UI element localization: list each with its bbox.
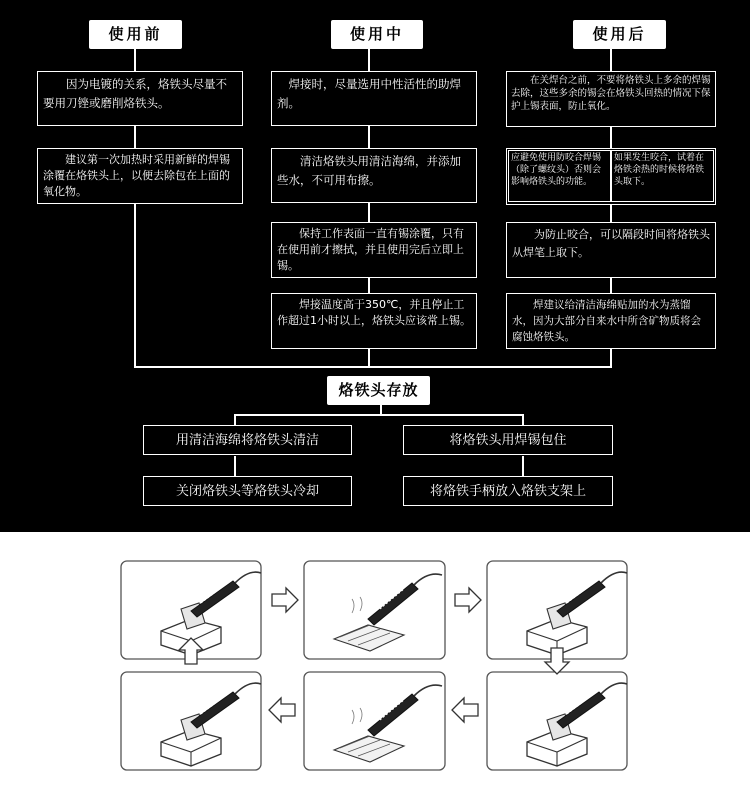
storage-right-1: 将烙铁头用焊锡包住	[403, 425, 613, 455]
after-split-left: 应避免使用防咬合焊锡（除了螺纹头）否则会影响烙铁头的功能。	[508, 150, 611, 202]
storage-left-1: 用清洁海绵将烙铁头清洁	[143, 425, 352, 455]
during-box-2: 清洁烙铁头用清洁海绵，并添加些水，不可用布擦。	[271, 148, 477, 203]
before-box-1: 因为电镀的关系，烙铁头尽量不要用刀锉或磨削烙铁头。	[37, 71, 243, 126]
storage-left-2: 关闭烙铁头等烙铁头冷却	[143, 476, 352, 506]
header-before: 使用前	[89, 20, 182, 49]
after-box-3: 为防止咬合，可以隔段时间将烙铁头从焊笔上取下。	[506, 222, 716, 278]
during-box-3: 保持工作表面一直有锡涂覆，只有在使用前才擦拭，并且使用完后立即上锡。	[271, 222, 477, 278]
storage-right-2: 将烙铁手柄放入烙铁支架上	[403, 476, 613, 506]
header-after: 使用后	[573, 20, 666, 49]
header-during: 使用中	[331, 20, 423, 49]
after-split-right: 如果发生咬合，试着在烙铁余热的时候将烙铁头取下。	[611, 150, 714, 202]
after-box-4: 焊建议给清洁海绵贴加的水为蒸馏水，因为大部分自来水中所含矿物质将会腐蚀烙铁头。	[506, 293, 716, 349]
during-box-1: 焊接时，尽量选用中性活性的助焊剂。	[271, 71, 477, 126]
during-box-4: 焊接温度高于350℃，并且停止工作超过1小时以上，烙铁头应该常上锡。	[271, 293, 477, 349]
after-box-1: 在关焊台之前，不要将烙铁头上多余的焊锡去除，这些多余的锡会在烙铁头回热的情况下保护上锡表面，防止氧化。	[506, 71, 716, 127]
before-box-2: 建议第一次加热时采用新鲜的焊锡涂覆在烙铁头上，以便去除包在上面的氧化物。	[37, 148, 243, 204]
header-storage: 烙铁头存放	[327, 376, 430, 405]
